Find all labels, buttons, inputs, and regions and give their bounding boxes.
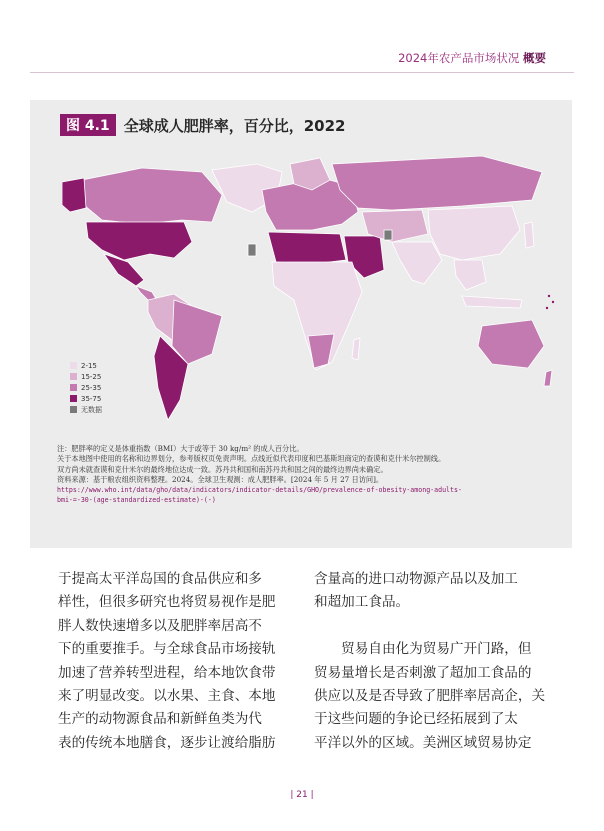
legend-label: 25-35 bbox=[81, 383, 102, 392]
note-line: 关于本地图中使用的名称和边界划分，参考版权页免责声明。点线近似代表印度和巴基斯坦商定的查谟和克什米尔控制线。 bbox=[57, 454, 446, 464]
body-line: 来了明显改变。以水果、主食、本地 bbox=[58, 688, 276, 705]
figure-notes bbox=[57, 444, 557, 506]
legend-item bbox=[70, 393, 102, 404]
legend-swatch bbox=[70, 362, 77, 369]
world-obesity-map bbox=[62, 150, 558, 428]
figure-title-text: 全球成人肥胖率，百分比，2022 bbox=[123, 116, 346, 135]
running-header bbox=[398, 50, 546, 66]
note-line: 注：肥胖率的定义是体重指数（BMI）大于或等于 30 kg/m² 的成人百分比。 bbox=[57, 444, 304, 453]
figure-title bbox=[60, 114, 345, 136]
header-rule bbox=[30, 72, 574, 73]
body-column-right bbox=[314, 568, 546, 755]
figure-number-badge: 图 4.1 bbox=[60, 114, 116, 136]
body-line: 和超加工食品。 bbox=[314, 594, 410, 611]
legend-label: 2-15 bbox=[81, 361, 97, 370]
source-link[interactable]: bmi-=-30-(age-standardized-estimate)-(-) bbox=[57, 496, 216, 505]
page-number: | 21 | bbox=[290, 790, 314, 800]
legend-item bbox=[70, 360, 102, 371]
legend-swatch bbox=[70, 395, 77, 402]
body-line: 于这些问题的争论已经拓展到了太 bbox=[314, 711, 518, 728]
legend-item bbox=[70, 371, 102, 382]
legend-label: 无数据 bbox=[81, 405, 102, 414]
body-line: 供应以及是否导致了肥胖率居高企，关 bbox=[314, 688, 546, 705]
body-line: 下的重要推手。与全球食品市场接轨 bbox=[58, 641, 276, 658]
body-line: 于提高太平洋岛国的食品供应和多 bbox=[58, 571, 262, 587]
note-line: 双方尚未就查谟和克什米尔的最终地位达成一致。苏丹共和国和南苏丹共和国之间的最终边界尚未确定。 bbox=[57, 464, 388, 474]
legend-swatch bbox=[70, 384, 77, 391]
legend-swatch bbox=[70, 406, 77, 413]
source-link[interactable]: https://www.who.int/data/gho/data/indicators/indicator-details/GHO/prevalence-of-obesity-among-adults- bbox=[57, 486, 462, 495]
header-title: 2024年农产品市场状况 bbox=[398, 51, 520, 65]
body-line: 贸易自由化为贸易广开门路，但 bbox=[314, 641, 532, 658]
note-line: 资料来源：基于粮农组织资料整理。2024。全球卫生观测：成人肥胖率。[2024 年 5 月 27 日访问]。 bbox=[57, 474, 384, 484]
body-column-left bbox=[58, 568, 290, 755]
body-line: 含量高的进口动物源产品以及加工 bbox=[314, 571, 518, 587]
body-line: 表的传统本地膳食，逐步让渡给脂肪 bbox=[58, 734, 276, 751]
header-section: 概要 bbox=[523, 51, 546, 65]
legend-label: 35-75 bbox=[81, 394, 102, 403]
body-line: 生产的动物源食品和新鲜鱼类为代 bbox=[58, 711, 262, 728]
body-line: 平洋以外的区域。美洲区域贸易协定 bbox=[314, 734, 532, 751]
body-line bbox=[314, 615, 546, 638]
body-line: 胖人数快速增多以及肥胖率居高不 bbox=[58, 617, 262, 634]
body-line: 样性，但很多研究也将贸易视作是肥 bbox=[58, 594, 276, 611]
legend-item bbox=[70, 404, 102, 415]
body-line: 贸易量增长是否刺激了超加工食品的 bbox=[314, 664, 532, 681]
map-legend bbox=[70, 360, 102, 415]
body-line: 加速了营养转型进程，给本地饮食带 bbox=[58, 664, 276, 681]
legend-item bbox=[70, 382, 102, 393]
legend-swatch bbox=[70, 373, 77, 380]
legend-label: 15-25 bbox=[81, 372, 102, 381]
